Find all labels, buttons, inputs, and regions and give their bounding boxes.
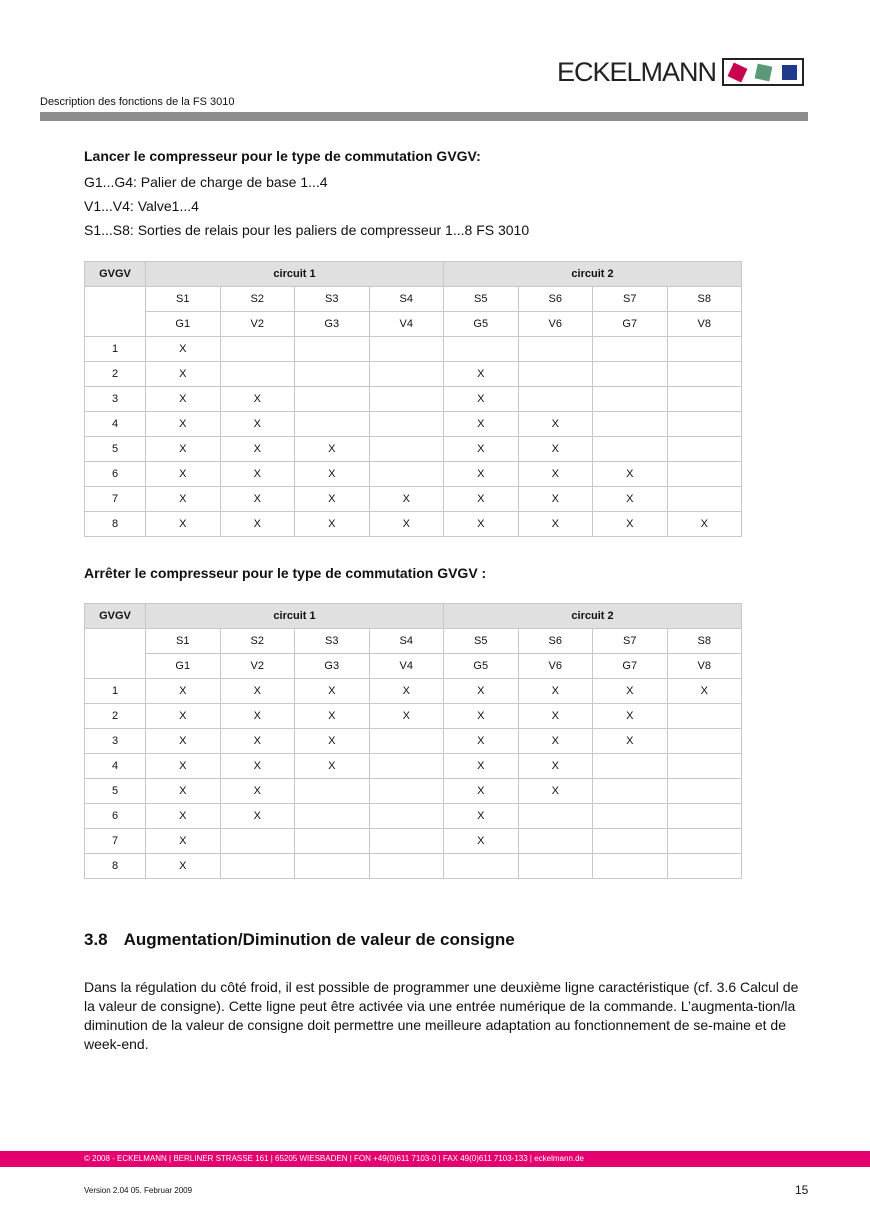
state-cell: X (146, 337, 221, 362)
state-cell: X (220, 804, 295, 829)
state-cell (593, 337, 668, 362)
state-cell: X (295, 462, 370, 487)
logo-text: ECKELMANN (557, 56, 717, 87)
state-cell: X (667, 679, 742, 704)
state-cell: X (444, 512, 519, 537)
type-cell: V6 (518, 312, 593, 337)
state-cell: X (146, 362, 221, 387)
step-cell: 6 (85, 462, 146, 487)
state-cell (593, 412, 668, 437)
state-cell (593, 387, 668, 412)
state-cell: X (518, 754, 593, 779)
state-cell: X (444, 412, 519, 437)
state-cell: X (220, 704, 295, 729)
output-cell: S7 (593, 629, 668, 654)
table-row (85, 829, 742, 854)
table-row (85, 754, 742, 779)
state-cell: X (369, 679, 444, 704)
state-cell: X (444, 679, 519, 704)
state-cell (220, 362, 295, 387)
state-cell (295, 362, 370, 387)
legend-line: V1...V4: Valve1...4 (84, 198, 199, 214)
step-cell: 3 (85, 729, 146, 754)
output-cell: S6 (518, 287, 593, 312)
output-cell: S2 (220, 287, 295, 312)
state-cell (369, 462, 444, 487)
type-cell: G5 (444, 654, 519, 679)
step-cell: 1 (85, 337, 146, 362)
state-cell: X (518, 704, 593, 729)
type-cell: G7 (593, 312, 668, 337)
state-cell: X (518, 412, 593, 437)
start-sequence-table (84, 261, 742, 537)
state-cell (444, 337, 519, 362)
state-cell (518, 854, 593, 879)
outputs-row (85, 629, 742, 654)
state-cell: X (146, 804, 221, 829)
state-cell: X (220, 779, 295, 804)
state-cell: X (518, 437, 593, 462)
state-cell: X (593, 679, 668, 704)
circuit-1-header: circuit 1 (146, 604, 444, 629)
output-cell: S1 (146, 287, 221, 312)
logo-square-green (754, 63, 772, 81)
state-cell: X (444, 829, 519, 854)
state-cell: X (444, 779, 519, 804)
state-cell: X (220, 487, 295, 512)
state-cell (593, 779, 668, 804)
state-cell (667, 387, 742, 412)
outputs-row (85, 287, 742, 312)
type-cell: G1 (146, 654, 221, 679)
state-cell: X (220, 462, 295, 487)
footer-bar (0, 1151, 870, 1167)
state-cell: X (146, 387, 221, 412)
state-cell: X (444, 729, 519, 754)
output-cell: S4 (369, 629, 444, 654)
state-cell (667, 362, 742, 387)
state-cell: X (146, 754, 221, 779)
corner-cell: GVGV (85, 604, 146, 629)
table-row (85, 387, 742, 412)
step-cell: 5 (85, 779, 146, 804)
state-cell: X (518, 512, 593, 537)
output-cell: S5 (444, 287, 519, 312)
step-cell: 1 (85, 679, 146, 704)
state-cell (667, 729, 742, 754)
section-paragraph: Dans la régulation du côté froid, il est possible de programmer une deuxième ligne caractéristique (cf. 3.6 Calcul de la valeur de consigne). Cette ligne peut être activée via une entrée numérique de la commande. L’augmenta-tion/la diminution de la valeur de consigne doit permettre une meilleure adaptation au fonctionnement de se-maine et de week-end. (84, 979, 799, 1052)
state-cell: X (444, 437, 519, 462)
state-cell (295, 779, 370, 804)
state-cell: X (444, 754, 519, 779)
output-cell: S4 (369, 287, 444, 312)
state-cell: X (295, 704, 370, 729)
type-cell: V8 (667, 312, 742, 337)
state-cell (295, 412, 370, 437)
empty-cell (85, 629, 146, 679)
table-row (85, 362, 742, 387)
table-row (85, 729, 742, 754)
state-cell (369, 362, 444, 387)
state-cell: X (295, 487, 370, 512)
table-row (85, 337, 742, 362)
state-cell (593, 854, 668, 879)
state-cell (667, 854, 742, 879)
step-cell: 7 (85, 487, 146, 512)
state-cell (667, 337, 742, 362)
type-cell: V4 (369, 654, 444, 679)
state-cell (518, 337, 593, 362)
table-row (85, 412, 742, 437)
state-cell: X (146, 462, 221, 487)
table-row (85, 779, 742, 804)
state-cell (667, 704, 742, 729)
empty-cell (85, 287, 146, 337)
state-cell: X (146, 412, 221, 437)
state-cell: X (667, 512, 742, 537)
step-cell: 6 (85, 804, 146, 829)
legend-line: G1...G4: Palier de charge de base 1...4 (84, 174, 328, 190)
version-info: Version 2.04 05. Februar 2009 (84, 1186, 193, 1195)
state-cell (220, 337, 295, 362)
logo-square-blue (782, 65, 797, 80)
state-cell (667, 487, 742, 512)
state-cell: X (295, 754, 370, 779)
step-cell: 8 (85, 854, 146, 879)
state-cell (369, 387, 444, 412)
type-cell: G7 (593, 654, 668, 679)
footer-address: © 2008 - ECKELMANN | BERLINER STRASSE 161 | 65205 WIESBADEN | FON +49(0)611 7103-0 | FAX 49(0)611 7103-133 | eckelmann.de (84, 1154, 585, 1163)
start-heading: Lancer le compresseur pour le type de commutation GVGV: (84, 148, 481, 164)
output-cell: S3 (295, 287, 370, 312)
state-cell: X (146, 679, 221, 704)
state-cell (295, 804, 370, 829)
document-title: Description des fonctions de la FS 3010 (40, 96, 235, 108)
circuit-2-header: circuit 2 (444, 262, 742, 287)
state-cell: X (295, 512, 370, 537)
type-cell: G1 (146, 312, 221, 337)
state-cell: X (518, 462, 593, 487)
state-cell: X (444, 387, 519, 412)
state-cell: X (444, 362, 519, 387)
state-cell (295, 387, 370, 412)
state-cell: X (220, 512, 295, 537)
table-row (85, 679, 742, 704)
table-row (85, 854, 742, 879)
state-cell: X (146, 487, 221, 512)
step-cell: 4 (85, 754, 146, 779)
eckelmann-logo (557, 57, 804, 87)
state-cell: X (593, 512, 668, 537)
state-cell: X (444, 804, 519, 829)
state-cell: X (444, 462, 519, 487)
state-cell: X (593, 487, 668, 512)
state-cell (444, 854, 519, 879)
table-header-row (85, 262, 742, 287)
step-cell: 3 (85, 387, 146, 412)
state-cell (518, 829, 593, 854)
state-cell (593, 754, 668, 779)
state-cell (593, 804, 668, 829)
step-cell: 2 (85, 704, 146, 729)
type-cell: V2 (220, 654, 295, 679)
circuit-1-header: circuit 1 (146, 262, 444, 287)
state-cell: X (518, 779, 593, 804)
logo-square-red (727, 62, 747, 82)
state-cell (369, 829, 444, 854)
section-title: Augmentation/Diminution de valeur de consigne (123, 930, 515, 949)
type-cell: G5 (444, 312, 519, 337)
table-row (85, 437, 742, 462)
type-cell: V4 (369, 312, 444, 337)
state-cell: X (518, 729, 593, 754)
state-cell (369, 804, 444, 829)
state-cell: X (369, 512, 444, 537)
output-cell: S6 (518, 629, 593, 654)
state-cell: X (369, 704, 444, 729)
state-cell: X (220, 729, 295, 754)
table-row (85, 804, 742, 829)
table-row (85, 512, 742, 537)
type-cell: G3 (295, 654, 370, 679)
state-cell (295, 337, 370, 362)
state-cell (518, 387, 593, 412)
state-cell (667, 804, 742, 829)
state-cell (369, 729, 444, 754)
state-cell (667, 829, 742, 854)
output-cell: S8 (667, 287, 742, 312)
step-cell: 8 (85, 512, 146, 537)
state-cell: X (220, 412, 295, 437)
state-cell: X (220, 679, 295, 704)
output-cell: S5 (444, 629, 519, 654)
state-cell: X (220, 754, 295, 779)
state-cell (518, 362, 593, 387)
step-cell: 7 (85, 829, 146, 854)
state-cell: X (146, 779, 221, 804)
type-cell: V2 (220, 312, 295, 337)
state-cell: X (146, 829, 221, 854)
state-cell (667, 412, 742, 437)
state-cell: X (593, 704, 668, 729)
state-cell (667, 779, 742, 804)
output-cell: S7 (593, 287, 668, 312)
state-cell: X (593, 462, 668, 487)
state-cell: X (146, 854, 221, 879)
state-cell (220, 829, 295, 854)
type-cell: V8 (667, 654, 742, 679)
table-header-row (85, 604, 742, 629)
state-cell (369, 437, 444, 462)
state-cell: X (518, 679, 593, 704)
state-cell (369, 337, 444, 362)
stop-heading: Arrêter le compresseur pour le type de commutation GVGV : (84, 565, 487, 581)
table-row (85, 487, 742, 512)
step-cell: 2 (85, 362, 146, 387)
state-cell (518, 804, 593, 829)
logo-squares (722, 58, 804, 86)
state-cell: X (295, 437, 370, 462)
state-cell: X (146, 437, 221, 462)
types-row (85, 654, 742, 679)
state-cell (369, 779, 444, 804)
state-cell: X (146, 729, 221, 754)
stop-sequence-table (84, 603, 742, 879)
header-bar (40, 112, 808, 121)
state-cell: X (444, 704, 519, 729)
state-cell: X (220, 437, 295, 462)
state-cell (667, 437, 742, 462)
state-cell (667, 462, 742, 487)
state-cell (593, 437, 668, 462)
state-cell (295, 854, 370, 879)
types-row (85, 312, 742, 337)
state-cell (369, 854, 444, 879)
state-cell (369, 412, 444, 437)
corner-cell: GVGV (85, 262, 146, 287)
table-row (85, 462, 742, 487)
state-cell: X (295, 679, 370, 704)
step-cell: 4 (85, 412, 146, 437)
step-cell: 5 (85, 437, 146, 462)
state-cell: X (146, 512, 221, 537)
state-cell: X (593, 729, 668, 754)
table-row (85, 704, 742, 729)
state-cell (369, 754, 444, 779)
type-cell: G3 (295, 312, 370, 337)
section-heading (84, 930, 515, 950)
output-cell: S3 (295, 629, 370, 654)
state-cell (593, 829, 668, 854)
page-number: 15 (795, 1183, 809, 1197)
state-cell: X (518, 487, 593, 512)
state-cell: X (295, 729, 370, 754)
state-cell: X (146, 704, 221, 729)
legend-line: S1...S8: Sorties de relais pour les paliers de compresseur 1...8 FS 3010 (84, 222, 530, 238)
state-cell (667, 754, 742, 779)
output-cell: S1 (146, 629, 221, 654)
circuit-2-header: circuit 2 (444, 604, 742, 629)
type-cell: V6 (518, 654, 593, 679)
state-cell: X (220, 387, 295, 412)
state-cell (220, 854, 295, 879)
output-cell: S8 (667, 629, 742, 654)
state-cell: X (444, 487, 519, 512)
section-number: 3.8 (84, 930, 108, 949)
state-cell: X (369, 487, 444, 512)
output-cell: S2 (220, 629, 295, 654)
state-cell (295, 829, 370, 854)
state-cell (593, 362, 668, 387)
